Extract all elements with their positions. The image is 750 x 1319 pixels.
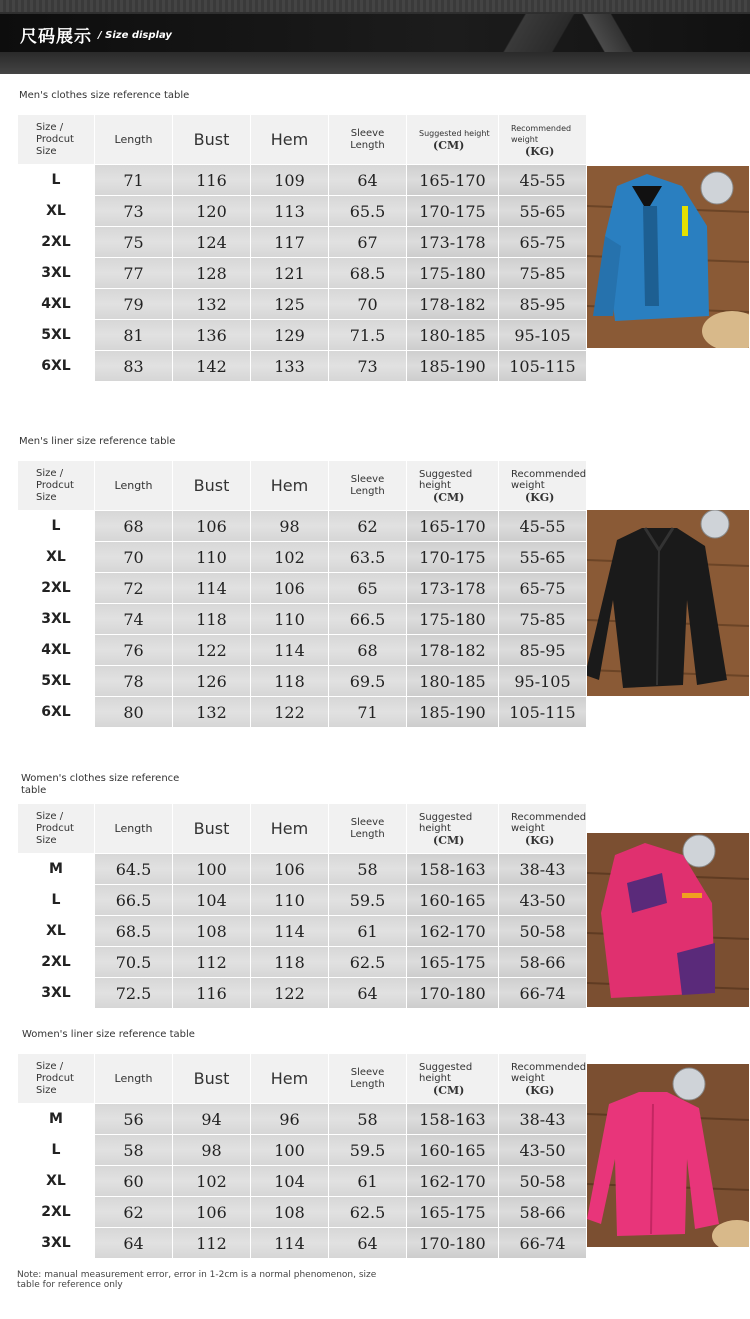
column-header-sleeve-length — [329, 461, 406, 510]
header-text: Sleeve — [350, 473, 385, 485]
header-text: Size / — [36, 121, 64, 133]
size-label: 3XL — [18, 1228, 94, 1258]
header-text-group — [350, 1067, 385, 1091]
header-texture — [0, 0, 750, 12]
header-unit: (KG) — [525, 144, 555, 158]
table-cell: 117 — [251, 227, 328, 257]
header-text: Size / — [36, 467, 64, 479]
header-text-group — [350, 128, 385, 152]
table-cell: 110 — [251, 604, 328, 634]
header-text: Recommended — [511, 811, 587, 823]
table-cell: 61 — [329, 1166, 406, 1196]
table-cell: 45-55 — [499, 165, 586, 195]
table-cell: 38-43 — [499, 854, 586, 884]
table-cell: 95-105 — [499, 320, 586, 350]
table-cell: 58 — [95, 1135, 172, 1165]
column-header-suggested-height — [407, 804, 498, 853]
header-text: Recommended — [511, 468, 587, 480]
table-cell: 165-175 — [407, 1197, 498, 1227]
column-header-length: Length — [95, 115, 172, 164]
column-header-suggested-height — [407, 461, 498, 510]
table-cell: 102 — [251, 542, 328, 572]
header-text: Prodcut — [36, 133, 74, 145]
header-unit: (KG) — [525, 490, 555, 504]
header-text: Size / — [36, 1060, 64, 1072]
table-cell: 114 — [251, 916, 328, 946]
header-text: height — [419, 822, 451, 834]
table-cell: 178-182 — [407, 635, 498, 665]
size-label: 2XL — [18, 573, 94, 603]
header-text: Recommended — [511, 1061, 587, 1073]
column-header-recommended-weight — [499, 461, 586, 510]
table-cell: 120 — [173, 196, 250, 226]
table-cell: 126 — [173, 666, 250, 696]
table-cell: 105-115 — [499, 697, 586, 727]
table-cell: 60 — [95, 1166, 172, 1196]
table-cell: 75-85 — [499, 604, 586, 634]
table-cell: 59.5 — [329, 1135, 406, 1165]
table-cell: 64 — [329, 1228, 406, 1258]
size-label: 6XL — [18, 351, 94, 381]
table-cell: 121 — [251, 258, 328, 288]
size-label: 3XL — [18, 604, 94, 634]
table-cell: 110 — [173, 542, 250, 572]
table-cell: 175-180 — [407, 604, 498, 634]
header-text: Size — [36, 491, 57, 503]
table-cell: 170-175 — [407, 196, 498, 226]
table-cell: 50-58 — [499, 916, 586, 946]
table-cell: 70 — [329, 289, 406, 319]
table-cell: 69.5 — [329, 666, 406, 696]
size-label: L — [18, 885, 94, 915]
table-cell: 158-163 — [407, 854, 498, 884]
size-label: 4XL — [18, 635, 94, 665]
footnote: Note: manual measurement error, error in 1-2cm is a normal phenomenon, size table for reference only — [17, 1270, 377, 1290]
table-cell: 114 — [251, 635, 328, 665]
table-cell: 122 — [251, 697, 328, 727]
header-text-group — [36, 811, 74, 847]
header-text-group — [36, 122, 74, 158]
header-bottom — [0, 52, 750, 74]
size-label: M — [18, 1104, 94, 1134]
header-text: Prodcut — [36, 1072, 74, 1084]
table-cell: 185-190 — [407, 697, 498, 727]
table-cell: 62.5 — [329, 947, 406, 977]
size-label: 3XL — [18, 258, 94, 288]
table-cell: 63.5 — [329, 542, 406, 572]
size-label: L — [18, 511, 94, 541]
table-cell: 68 — [329, 635, 406, 665]
column-header-length: Length — [95, 804, 172, 853]
table-cell: 104 — [251, 1166, 328, 1196]
header-text: Size — [36, 1084, 57, 1096]
table-cell: 65-75 — [499, 227, 586, 257]
section-title: Men's clothes size reference table — [19, 90, 190, 101]
table-cell: 124 — [173, 227, 250, 257]
table-cell: 100 — [251, 1135, 328, 1165]
size-label: 5XL — [18, 666, 94, 696]
table-cell: 45-55 — [499, 511, 586, 541]
table-cell: 76 — [95, 635, 172, 665]
table-cell: 106 — [251, 854, 328, 884]
table-cell: 66-74 — [499, 1228, 586, 1258]
column-header-bust: Bust — [173, 804, 250, 853]
table-cell: 74 — [95, 604, 172, 634]
column-header-suggested-height — [407, 1054, 498, 1103]
size-label: L — [18, 1135, 94, 1165]
table-cell: 128 — [173, 258, 250, 288]
table-cell: 65 — [329, 573, 406, 603]
table-cell: 178-182 — [407, 289, 498, 319]
table-cell: 109 — [251, 165, 328, 195]
size-label: 3XL — [18, 978, 94, 1008]
size-label: XL — [18, 916, 94, 946]
table-cell: 165-175 — [407, 947, 498, 977]
table-cell: 132 — [173, 697, 250, 727]
table-cell: 106 — [173, 1197, 250, 1227]
size-label: 2XL — [18, 947, 94, 977]
size-table-womens-clothes — [18, 804, 586, 1008]
table-cell: 142 — [173, 351, 250, 381]
header-unit: (CM) — [433, 490, 465, 504]
table-cell: 175-180 — [407, 258, 498, 288]
header-text-group — [36, 1061, 74, 1097]
section-title: Men's liner size reference table — [19, 436, 176, 447]
table-cell: 95-105 — [499, 666, 586, 696]
column-header-hem: Hem — [251, 115, 328, 164]
table-cell: 105-115 — [499, 351, 586, 381]
table-cell: 125 — [251, 289, 328, 319]
column-header-size — [18, 461, 94, 510]
table-cell: 185-190 — [407, 351, 498, 381]
size-table-mens-clothes — [18, 115, 586, 381]
table-cell: 160-165 — [407, 1135, 498, 1165]
size-label: 2XL — [18, 1197, 94, 1227]
table-cell: 79 — [95, 289, 172, 319]
table-cell: 59.5 — [329, 885, 406, 915]
column-header-recommended-weight — [499, 804, 586, 853]
table-cell: 108 — [173, 916, 250, 946]
table-cell: 118 — [251, 947, 328, 977]
table-cell: 100 — [173, 854, 250, 884]
size-label: XL — [18, 1166, 94, 1196]
size-label: 4XL — [18, 289, 94, 319]
table-cell: 173-178 — [407, 573, 498, 603]
section-title: Women's liner size reference table — [22, 1029, 195, 1040]
table-cell: 114 — [251, 1228, 328, 1258]
header-text: Length — [350, 828, 385, 840]
table-cell: 66.5 — [329, 604, 406, 634]
table-cell: 71 — [95, 165, 172, 195]
header-unit: (CM) — [433, 139, 465, 152]
table-cell: 62.5 — [329, 1197, 406, 1227]
column-header-bust: Bust — [173, 461, 250, 510]
size-table-mens-liner — [18, 461, 586, 727]
column-header-sleeve-length — [329, 1054, 406, 1103]
table-cell: 70 — [95, 542, 172, 572]
header-text: Sleeve — [350, 1066, 385, 1078]
table-cell: 165-170 — [407, 511, 498, 541]
size-table-womens-liner — [18, 1054, 586, 1258]
header-text: weight — [511, 822, 545, 834]
table-cell: 170-175 — [407, 542, 498, 572]
header-text-group — [350, 474, 385, 498]
table-cell: 118 — [173, 604, 250, 634]
header-text: Length — [350, 485, 385, 497]
table-cell: 106 — [173, 511, 250, 541]
table-cell: 112 — [173, 947, 250, 977]
table-cell: 96 — [251, 1104, 328, 1134]
table-cell: 61 — [329, 916, 406, 946]
page-subtitle: / Size display — [98, 30, 172, 41]
table-cell: 180-185 — [407, 666, 498, 696]
table-cell: 50-58 — [499, 1166, 586, 1196]
column-header-recommended-weight — [499, 1054, 586, 1103]
product-photo-pink-liner — [587, 1064, 749, 1247]
header-text: Sleeve — [350, 816, 385, 828]
table-cell: 58 — [329, 1104, 406, 1134]
header-text: Prodcut — [36, 822, 74, 834]
product-photo-blue-jacket — [587, 166, 749, 348]
table-cell: 106 — [251, 573, 328, 603]
table-cell: 94 — [173, 1104, 250, 1134]
table-cell: 73 — [95, 196, 172, 226]
table-cell: 66.5 — [95, 885, 172, 915]
column-header-length: Length — [95, 461, 172, 510]
table-cell: 64.5 — [95, 854, 172, 884]
header-text: Length — [350, 1078, 385, 1090]
table-cell: 71 — [329, 697, 406, 727]
table-cell: 114 — [173, 573, 250, 603]
header-text-group — [350, 817, 385, 841]
column-header-size — [18, 115, 94, 164]
column-header-hem: Hem — [251, 1054, 328, 1103]
table-cell: 65-75 — [499, 573, 586, 603]
header-text: Sleeve — [350, 127, 385, 139]
table-cell: 81 — [95, 320, 172, 350]
size-label: L — [18, 165, 94, 195]
table-cell: 58 — [329, 854, 406, 884]
header-text: Suggested height — [419, 129, 490, 138]
column-header-sleeve-length — [329, 804, 406, 853]
table-cell: 58-66 — [499, 1197, 586, 1227]
table-cell: 122 — [173, 635, 250, 665]
header-text: Length — [350, 139, 385, 151]
table-cell: 170-180 — [407, 978, 498, 1008]
table-cell: 136 — [173, 320, 250, 350]
header-unit: (CM) — [433, 833, 465, 847]
table-cell: 116 — [173, 165, 250, 195]
header-text: height — [419, 1072, 451, 1084]
column-header-length: Length — [95, 1054, 172, 1103]
table-cell: 75-85 — [499, 258, 586, 288]
table-cell: 72.5 — [95, 978, 172, 1008]
table-cell: 170-180 — [407, 1228, 498, 1258]
table-cell: 132 — [173, 289, 250, 319]
table-cell: 108 — [251, 1197, 328, 1227]
table-cell: 55-65 — [499, 196, 586, 226]
table-cell: 165-170 — [407, 165, 498, 195]
column-header-size — [18, 1054, 94, 1103]
table-cell: 98 — [251, 511, 328, 541]
section-title: Women's clothes size reference table — [21, 773, 180, 796]
header-banner — [0, 0, 750, 74]
table-cell: 68 — [95, 511, 172, 541]
table-cell: 75 — [95, 227, 172, 257]
header-text: weight — [511, 1072, 545, 1084]
header-text: Suggested — [419, 468, 473, 480]
table-cell: 64 — [329, 978, 406, 1008]
header-text-group — [36, 468, 74, 504]
table-cell: 62 — [95, 1197, 172, 1227]
column-header-hem: Hem — [251, 804, 328, 853]
table-cell: 73 — [329, 351, 406, 381]
table-cell: 113 — [251, 196, 328, 226]
column-header-bust: Bust — [173, 115, 250, 164]
header-text: Suggested — [419, 811, 473, 823]
table-cell: 116 — [173, 978, 250, 1008]
column-header-suggested-height — [407, 115, 498, 164]
table-cell: 65.5 — [329, 196, 406, 226]
table-cell: 56 — [95, 1104, 172, 1134]
size-label: 5XL — [18, 320, 94, 350]
column-header-hem: Hem — [251, 461, 328, 510]
table-cell: 77 — [95, 258, 172, 288]
header-decoration — [540, 14, 660, 52]
column-header-recommended-weight — [499, 115, 586, 164]
size-label: 2XL — [18, 227, 94, 257]
header-unit: (KG) — [525, 833, 555, 847]
table-cell: 43-50 — [499, 885, 586, 915]
table-cell: 98 — [173, 1135, 250, 1165]
table-cell: 68.5 — [329, 258, 406, 288]
table-cell: 70.5 — [95, 947, 172, 977]
size-label: 6XL — [18, 697, 94, 727]
table-cell: 80 — [95, 697, 172, 727]
table-cell: 67 — [329, 227, 406, 257]
table-cell: 72 — [95, 573, 172, 603]
product-photo-pink-jacket — [587, 833, 749, 1007]
table-cell: 122 — [251, 978, 328, 1008]
table-cell: 55-65 — [499, 542, 586, 572]
header-text: height — [419, 479, 451, 491]
table-cell: 110 — [251, 885, 328, 915]
header-text: weight — [511, 479, 545, 491]
table-cell: 64 — [95, 1228, 172, 1258]
column-header-bust: Bust — [173, 1054, 250, 1103]
table-cell: 64 — [329, 165, 406, 195]
header-text: Size — [36, 834, 57, 846]
table-cell: 38-43 — [499, 1104, 586, 1134]
table-cell: 162-170 — [407, 916, 498, 946]
header-unit: (CM) — [433, 1083, 465, 1097]
table-cell: 71.5 — [329, 320, 406, 350]
header-text: weight — [511, 134, 538, 144]
table-cell: 102 — [173, 1166, 250, 1196]
table-cell: 66-74 — [499, 978, 586, 1008]
page-title: 尺码展示 — [20, 27, 92, 47]
table-cell: 58-66 — [499, 947, 586, 977]
product-photo-black-liner — [587, 510, 749, 696]
header-text: Suggested — [419, 1061, 473, 1073]
column-header-sleeve-length — [329, 115, 406, 164]
table-cell: 62 — [329, 511, 406, 541]
table-cell: 83 — [95, 351, 172, 381]
table-cell: 129 — [251, 320, 328, 350]
table-cell: 68.5 — [95, 916, 172, 946]
header-text: Recommended — [511, 123, 572, 133]
size-label: M — [18, 854, 94, 884]
header-text: Size / — [36, 810, 64, 822]
table-cell: 180-185 — [407, 320, 498, 350]
table-cell: 112 — [173, 1228, 250, 1258]
table-cell: 162-170 — [407, 1166, 498, 1196]
table-cell: 118 — [251, 666, 328, 696]
table-cell: 43-50 — [499, 1135, 586, 1165]
table-cell: 104 — [173, 885, 250, 915]
size-label: XL — [18, 542, 94, 572]
column-header-size — [18, 804, 94, 853]
table-cell: 85-95 — [499, 289, 586, 319]
table-cell: 78 — [95, 666, 172, 696]
table-cell: 133 — [251, 351, 328, 381]
table-cell: 85-95 — [499, 635, 586, 665]
table-cell: 158-163 — [407, 1104, 498, 1134]
size-label: XL — [18, 196, 94, 226]
header-text: Prodcut — [36, 479, 74, 491]
table-cell: 160-165 — [407, 885, 498, 915]
table-cell: 173-178 — [407, 227, 498, 257]
header-unit: (KG) — [525, 1083, 555, 1097]
header-text: Size — [36, 145, 57, 157]
